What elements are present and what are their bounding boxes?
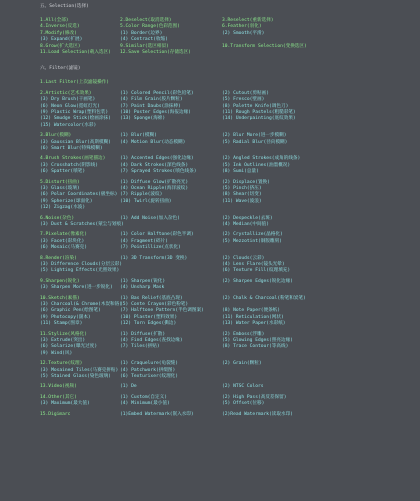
menu-entry: (3) Dry Brush(干画笔)	[40, 97, 96, 103]
menu-entry: (7) Paint Daubs(涂抹棒)	[120, 103, 181, 109]
menu-entry: (3) Expand(扩展)	[40, 37, 83, 43]
menu-entry: (3) Extrude(突出)	[40, 338, 86, 343]
menu-entry: (6) Solarize(曝光过度)	[40, 344, 98, 350]
menu-entry: (11) Reticulation(网状)	[222, 314, 284, 320]
menu-entry: (5) Glowing Edges(照亮边缘)	[222, 338, 293, 343]
menu-entry: (1) Diffuse Glow(扩散亮光)	[120, 179, 189, 185]
menu-entry: 8.Render(渲染)	[40, 255, 77, 261]
menu-entry: 10.Transform Selection(变换选区)	[222, 43, 307, 49]
menu-entry: (2) Chalk & Charcoal(粉笔和炭笔)	[222, 295, 306, 301]
menu-entry: 9.Sharpen(锐化)	[40, 278, 80, 284]
menu-entry: (6) Texturixer(纹理化)	[120, 374, 179, 379]
menu-entry: 5.Color Range(色彩范围)	[120, 24, 180, 30]
menu-entry: (5) Mezzotint(铜版雕刻)	[222, 238, 282, 244]
menu-entry: 3.Reselect(重新选择)	[222, 18, 274, 23]
menu-entry: (4) Ocean Ripple(海洋波纹)	[120, 186, 189, 191]
menu-entry: (2) NTSC Colors	[222, 384, 264, 390]
menu-entry: (13) Sponge(海绵)	[120, 116, 166, 122]
menu-entry: (6) Polar Coordinates(极坐标)	[40, 192, 118, 198]
menu-entry: 12.Texture(纹理)	[40, 361, 83, 367]
menu-entry: (2) Blur More(进一步模糊)	[222, 133, 287, 139]
menu-entry: (10) Twirl(旋转扭曲)	[120, 198, 172, 204]
menu-entry: (7) Ripple(波纹)	[120, 192, 163, 198]
menu-entry: (5) Stained Glass(染色玻璃)	[40, 374, 111, 379]
menu-entry: (12) Smudge Stick(绘画涂抹)	[40, 116, 111, 122]
menu-entry: (3) Mosained Tiles(马赛克拼贴)	[40, 367, 119, 373]
menu-entry: (2) Despeckle(去斑)	[222, 215, 273, 221]
menu-entry: (1) Colored Pencil(彩色铅笔)	[120, 90, 194, 96]
menu-entry: 6.Feather(羽化)	[222, 24, 262, 30]
menu-entry: (4) Contract(收缩)	[120, 37, 168, 43]
menu-entry: (5) Fresco(壁画)	[222, 97, 265, 103]
menu-entry: (9) Spherize(球面化)	[40, 198, 93, 204]
menu-entry: 2.Artistic(艺术效果)	[40, 90, 92, 96]
menu-entry: (1) Accented Edges(强化边缘)	[120, 156, 194, 162]
menu-entry: (2) Displace(置换)	[222, 179, 270, 185]
menu-entry: 8.Grow(扩大选区)	[40, 43, 81, 49]
menu-entry: 12.Save Selection(存储选区)	[120, 50, 191, 55]
menu-entry: 13.Video(视频)	[40, 384, 77, 390]
menu-entry: (3) Maximum(最大值)	[40, 401, 90, 407]
menu-entry: (7) Halftone Pattern(半色调图案)	[120, 308, 204, 314]
menu-entry: (1) De	[120, 384, 137, 390]
menu-entry: (8) Trace Contour(等高线)	[222, 344, 289, 350]
menu-entry: (2) Emboss(浮雕)	[222, 331, 265, 337]
menu-entry: (13) Water Paper(水彩纸)	[222, 321, 286, 327]
menu-entry: (9) Plastic Wrap(塑料包装)	[40, 110, 109, 115]
menu-entry: (6) Neon Glow(霓虹灯光)	[40, 103, 100, 109]
menu-entry: (5) Lighting Effects(光照效果)	[40, 268, 120, 274]
section-title: 六、Filter(滤镜)	[40, 66, 81, 72]
menu-entry: (1) Craquelure(龟裂缝)	[120, 361, 179, 367]
menu-entry: 2.Deselect(取消选择)	[120, 18, 172, 23]
menu-entry: (6) Spatter(喷笔)	[40, 169, 86, 175]
menu-entry: (8) Sumi(总量)	[222, 169, 259, 175]
menu-entry: (8) Note Paper(便条纸)	[222, 308, 281, 314]
menu-entry: (3) Facet(彩块化)	[40, 238, 85, 244]
menu-entry: 11.Stylize(风格化)	[40, 331, 87, 337]
menu-entry: (7) Tiles(拼贴)	[120, 344, 160, 350]
menu-entry: (2) Smooth(平滑)	[222, 30, 265, 36]
menu-entry: (10) Poster Edges(海报边缘)	[120, 110, 191, 115]
menu-entry: (6) Mosaic(马赛克)	[40, 245, 87, 251]
menu-entry: (7) Sprayed Strokes(喷色线条)	[120, 169, 197, 175]
menu-entry: (2) Crystallize(晶格化)	[222, 232, 283, 238]
menu-entry: 4.Brush Strokes(画笔描边)	[40, 156, 106, 162]
menu-entry: (2) Clouds(云彩)	[222, 255, 265, 261]
menu-entry: (7) Pointillize(点状化)	[120, 245, 181, 251]
menu-entry: (1) Blur(模糊)	[120, 133, 157, 139]
menu-entry: (4) Find Edges(查找边缘)	[120, 338, 183, 343]
menu-entry: (4) Film Grain(胶片颗粒)	[120, 97, 183, 103]
menu-entry: (2) Angled Strokes(成角的线条)	[222, 156, 301, 162]
menu-entry: 6.Noise(杂色)	[40, 215, 75, 221]
menu-entry: (1) Border(边界)	[120, 30, 163, 36]
menu-entry: 10.Sketch(素描)	[40, 295, 80, 301]
menu-entry: (9) Wind(风)	[40, 350, 73, 356]
menu-entry: (5) Offset(位移)	[222, 401, 265, 407]
menu-entry: (4) Patchwork(拼缀图)	[120, 367, 176, 373]
menu-entry: (1) Color Halftone(彩色半调)	[120, 232, 194, 238]
menu-entry: (3) Charcoal(& Chrome(木炭和铬)	[40, 302, 122, 307]
menu-entry: (2)Read Watermark(读取水印)	[222, 411, 293, 417]
menu-entry: 7.Modify(修改)	[40, 30, 77, 36]
menu-entry: (14) Underpainting(底纹效果)	[222, 116, 296, 122]
menu-entry: 15.Digimarc	[40, 411, 71, 417]
menu-entry: (3) Glass(玻璃)	[40, 186, 80, 191]
menu-entry: (5) Ink Outlines(油墨概况)	[222, 162, 291, 168]
section-title: 五、Selection(选择)	[40, 4, 89, 9]
menu-entry: 11.Load Selection(载入选区)	[40, 50, 111, 55]
menu-entry: (4) Dark Strokes(深色线条)	[120, 162, 189, 168]
menu-entry: (4) Median(中间值)	[222, 222, 269, 227]
menu-entry: 3.Blur(模糊)	[40, 133, 72, 139]
menu-entry: (3) Crosshatch(阴影线)	[40, 162, 99, 168]
menu-entry: (3) Difference Clouds(分层云彩)	[40, 262, 122, 267]
menu-entry: (15) Watercolor(水彩)	[40, 122, 97, 128]
menu-entry: (12) Zigzag(水波)	[40, 205, 86, 211]
menu-entry: (9) Photocopy(副本)	[40, 314, 91, 320]
menu-entry: (3) Gaussian Blur(高斯模糊)	[40, 139, 111, 145]
menu-entry: (2) Grain(颗粒)	[222, 361, 262, 367]
menu-entry: 9.Similar(选区相似)	[120, 43, 169, 49]
menu-entry: (8) Palette Knife(调色刀)	[222, 103, 289, 109]
menu-entry: (1) Diffuse(扩散)	[120, 331, 166, 337]
menu-entry: (11) Stamp(图章)	[40, 321, 83, 327]
menu-entry: (4) Lens Flare(镜头光晕)	[222, 262, 285, 267]
menu-entry: 5.Distort(扭曲)	[40, 179, 80, 185]
menu-entry: (1) Bas Relief(基底凸现)	[120, 295, 183, 301]
menu-entry: (2) High Pass(高反差保留)	[222, 394, 287, 400]
menu-entry: (4) Motion Blur(动态模糊)	[120, 139, 186, 145]
menu-entry: (1) Sharpen(锐化)	[120, 278, 166, 284]
menu-entry: (3) Dust & Scratches(蒙尘与划痕)	[40, 222, 124, 227]
menu-entry: (8) Shear(切变)	[222, 192, 262, 198]
menu-entry: (3) Sharpen More(进一步锐化)	[40, 285, 113, 291]
menu-entry: (2) Sharpen Edges(锐化边缘)	[222, 278, 293, 284]
menu-entry: (6) Texture Fill(纹理填充)	[222, 268, 291, 274]
menu-entry: 1.All(全部)	[40, 18, 69, 23]
menu-entry: (6) Smart Blur(特殊模糊)	[40, 146, 103, 151]
menu-entry: (6) Graphic Pen(绘图笔)	[40, 308, 101, 314]
menu-entry: (5) Radial Blur(径向模糊)	[222, 139, 288, 145]
menu-entry: 4.Inverse(反选)	[40, 24, 80, 30]
menu-entry: (4) Fragment(碎片)	[120, 238, 168, 244]
menu-entry: (11) Wave(波浪)	[222, 198, 262, 204]
menu-entry: (2) Cutout(剪贴画)	[222, 90, 269, 96]
menu-entry: (1) 3D Transform(3D 变换)	[120, 255, 188, 261]
menu-entry: (5) Pinch(挤压)	[222, 186, 262, 191]
menu-entry: 14.Other(其它)	[40, 394, 77, 400]
menu-entry: (10) Plaster(塑料效果)	[120, 314, 178, 320]
menu-entry: (1) Add Noise(加入杂色)	[120, 215, 180, 221]
menu-entry: (1) Custom(自定义)	[120, 394, 167, 400]
menu-entry: (1)Embed Watermark(嵌入水印)	[120, 411, 194, 417]
menu-entry: 1.Last Filter(上次滤镜操作)	[40, 80, 110, 86]
menu-entry: (4) Unsharp Mask	[120, 285, 165, 291]
menu-entry: (5) Conte Crayon(彩色粉笔)	[120, 302, 189, 307]
menu-entry: (4) Minimum(最小值)	[120, 401, 170, 407]
menu-entry: (12) Torn Edges(撕边)	[120, 321, 177, 327]
menu-entry: 7.Pixelate(像素化)	[40, 232, 87, 238]
menu-entry: (11) Rough Pastels(粗糙彩笔)	[222, 110, 296, 115]
